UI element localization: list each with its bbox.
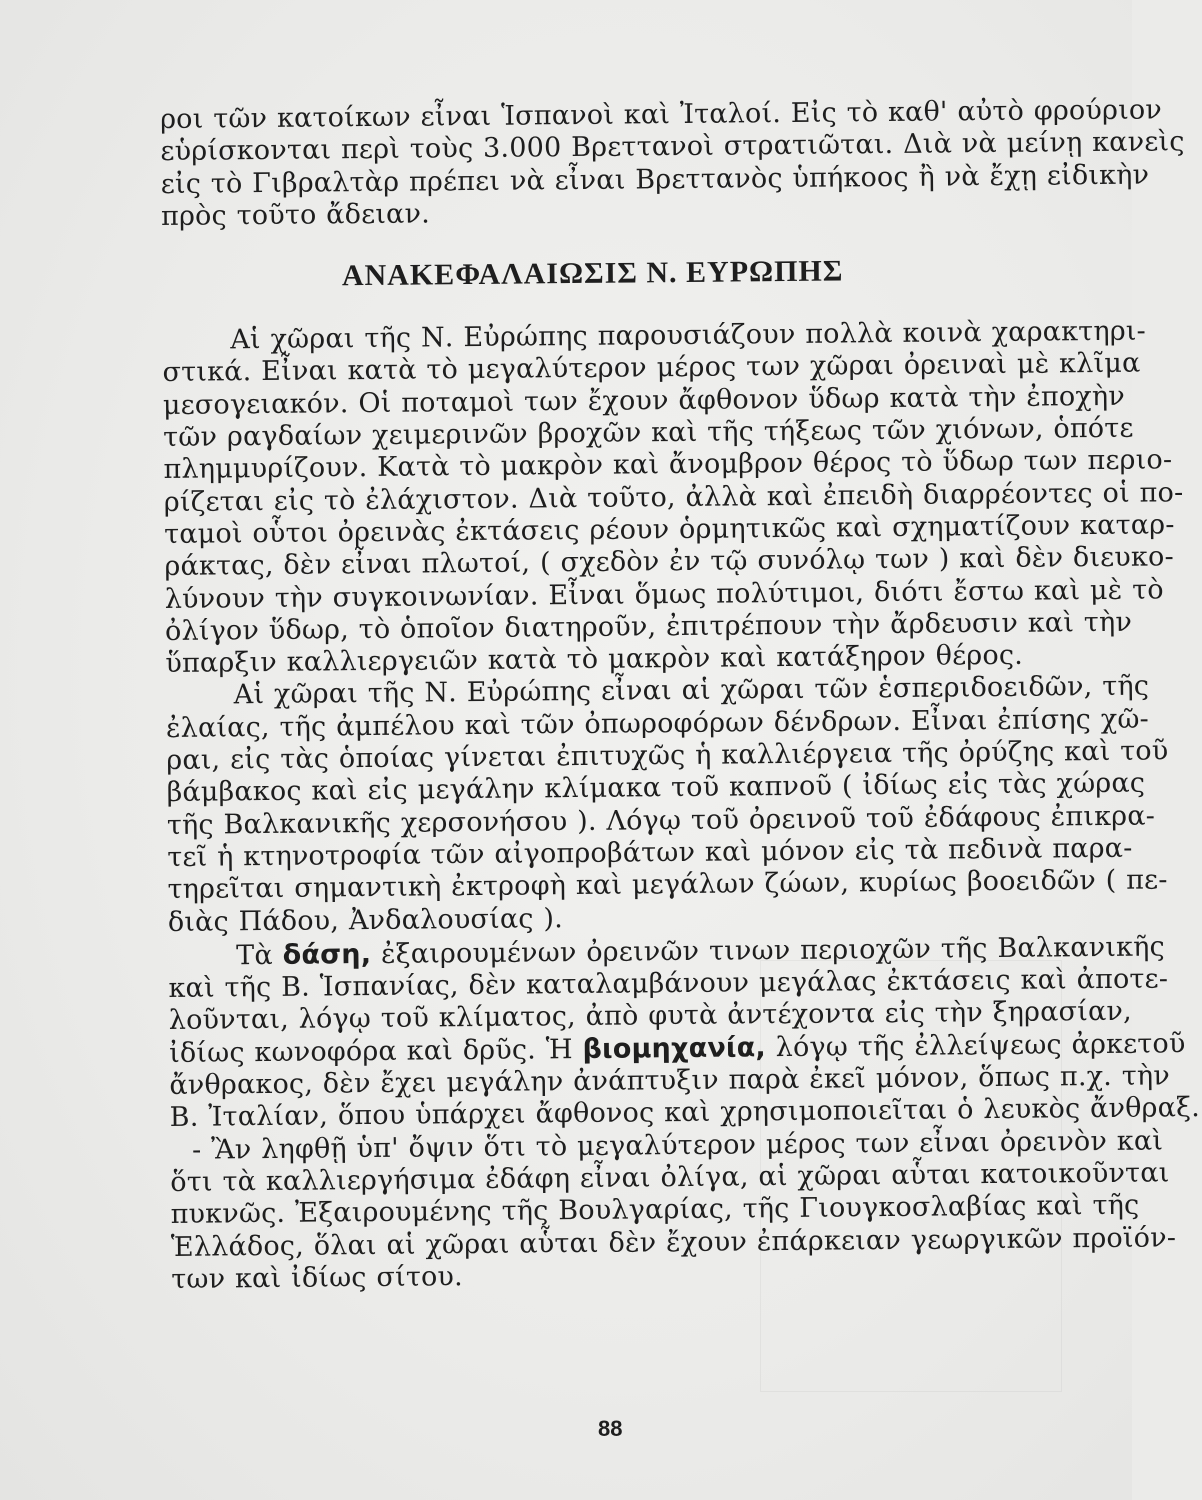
text-block [160, 94, 1201, 1296]
text-line: Αἱ χῶραι τῆς Ν. Εὐρώπης εἶναι αἱ χῶραι τῶν ἑσπεριδοειδῶν, τῆς [233, 670, 1150, 711]
text-line: τῶν ραγδαίων χειμερινῶν βροχῶν καὶ τῆς τήξεως τῶν χιόνων, ὁπότε [163, 412, 1134, 454]
text-line: εἰς τὸ Γιβραλτὰρ πρέπει νὰ εἶναι Βρεττανὸς ὑπήκοος ἢ νὰ ἔχῃ εἰδικὴν [160, 159, 1150, 200]
text-line: Αἱ χῶραι τῆς Ν. Εὐρώπης παρουσιάζουν πολλὰ κοινὰ χαρακτηρι- [230, 315, 1147, 356]
paragraph-forests-industry [168, 931, 1201, 1135]
text-line: τῆς Βαλκανικῆς χερσονήσου ). Λόγῳ τοῦ ὀρεινοῦ τοῦ ἐδάφους ἐπικρα- [166, 800, 1156, 841]
text-run: ἐξαιρουμένων ὀρεινῶν τινων περιοχῶν τῆς Βαλκανικῆς [371, 931, 1165, 970]
text-line: Β. Ἰταλίαν, ὅπου ὑπάρχει ἄφθονος καὶ χρησιμοποιεῖται ὁ λευκὸς ἄνθραξ. [169, 1092, 1201, 1134]
text-line: στικά. Εἶναι κατὰ τὸ μεγαλύτερον μέρος των χῶραι ὀρειναὶ μὲ κλῖμα [162, 348, 1141, 389]
text-run: λόγῳ τῆς ἐλλείψεως ἀρκετοῦ [765, 1027, 1186, 1063]
text-line: ὀλίγον ὕδωρ, τὸ ὁποῖον διατηροῦν, ἐπιτρέπουν τὴν ἄρδευσιν καὶ τὴν [164, 606, 1133, 647]
text-run: ἰδίως κωνοφόρα καὶ δρῦς. Ἡ [168, 1033, 583, 1069]
text-line: τηρεῖται σημαντικὴ ἐκτροφὴ καὶ μεγάλων ζώων, κυρίως βοοειδῶν ( πε- [167, 864, 1168, 906]
text-line: ἄνθρακος, δὲν ἔχει μεγάλην ἀνάπτυξιν παρὰ ἐκεῖ μόνον, ὅπως π.χ. τὴν [169, 1060, 1171, 1101]
text-line: ταμοὶ οὗτοι ὀρεινὰς ἐκτάσεις ρέουν ὁρμητικῶς καὶ σχηματίζουν καταρ- [163, 509, 1175, 550]
text-line: καὶ τῆς Β. Ἱσπανίας, δὲν καταλαμβάνουν μεγάλας ἐκτάσεις καὶ ἀποτε- [168, 963, 1169, 1005]
text-line: των καὶ ἰδίως σίτου. [171, 1260, 464, 1295]
text-line: ἐλαίας, τῆς ἀμπέλου καὶ τῶν ὀπωροφόρων δένδρων. Εἶναι ἐπίσης χῶ- [165, 703, 1150, 744]
text-line: τεῖ ἡ κτηνοτροφία τῶν αἰγοπροβάτων καὶ μόνον εἰς τὰ πεδινὰ παρα- [167, 832, 1133, 873]
text-line: ράκτας, δὲν εἶναι πλωτοί, ( σχεδὸν ἐν τῷ συνόλῳ των ) καὶ δὲν διευκο- [164, 541, 1174, 583]
intro-paragraph [160, 94, 1185, 233]
text-line: πλημμυρίζουν. Κατὰ τὸ μακρὸν καὶ ἄνομβρον θέρος τὸ ὕδωρ των περιο- [163, 444, 1173, 486]
text-line: πυκνῶς. Ἐξαιρουμένης τῆς Βουλγαρίας, τῆς Γιουγκοσλαβίας καὶ τῆς [170, 1189, 1140, 1231]
paragraph-rivers [162, 315, 1184, 681]
paragraph-agriculture [165, 670, 1169, 939]
text-line: - Ἂν ληφθῇ ὑπ' ὄψιν ὅτι τὸ μεγαλύτερον μέρος των εἶναι ὀρεινὸν καὶ [191, 1125, 1164, 1166]
text-line: ὕπαρξιν καλλιεργειῶν κατὰ τὸ μακρὸν καὶ κατάξηρον θέρος. [165, 639, 1024, 680]
bold-term-industry: βιομηχανία, [582, 1031, 767, 1065]
text-line: βάμβακος καὶ εἰς μεγάλην κλίμακα τοῦ καπνοῦ ( ἰδίως εἰς τὰς χώρας [166, 767, 1146, 809]
text-line: λύνουν τὴν συγκοινωνίαν. Εἶναι ὅμως πολύτιμοι, διότι ἔστω καὶ μὲ τὸ [164, 573, 1164, 615]
page-number: 88 [598, 1416, 623, 1441]
text-line: ροι τῶν κατοίκων εἶναι Ἱσπανοὶ καὶ Ἰταλοί. Εἰς τὸ καθ' αὐτὸ φρούριον [160, 94, 1163, 135]
text-line: λοῦνται, λόγῳ τοῦ κλίματος, ἀπὸ φυτὰ ἀντέχοντα εἰς τὴν ξηρασίαν, [168, 996, 1132, 1037]
section-heading: ΑΝΑΚΕΦΑΛΑΙΩΣΙΣ Ν. ΕΥΡΩΠΗΣ [341, 254, 844, 293]
text-line: ρίζεται εἰς τὸ ἐλάχιστον. Διὰ τοῦτο, ἀλλὰ καὶ ἐπειδὴ διαρρέοντες οἱ πο- [163, 476, 1184, 518]
text-line: διὰς Πάδου, Ἀνδαλουσίας ). [167, 902, 564, 938]
text-line: εὑρίσκονται περὶ τοὺς 3.000 Βρεττανοὶ στρατιῶται. Διὰ νὰ μείνῃ κανεὶς [160, 126, 1185, 168]
text-line: ραι, εἰς τὰς ὁποίας γίνεται ἐπιτυχῶς ἡ καλλιέργεια τῆς ὀρύζης καὶ τοῦ [166, 735, 1169, 777]
text-line: πρὸς τοῦτο ἄδειαν. [160, 198, 431, 232]
text-run: Τὰ [236, 939, 283, 972]
text-line: ὅτι τὰ καλλιεργήσιμα ἐδάφη εἶναι ὀλίγα, αἱ χῶραι αὗται κατοικοῦνται [170, 1157, 1170, 1198]
text-line: Ἑλλάδος, ὅλαι αἱ χῶραι αὗται δὲν ἔχουν ἐπάρκειαν γεωργικῶν προϊόν- [170, 1221, 1177, 1263]
text-line: μεσογειακόν. Οἱ ποταμοὶ των ἔχουν ἄφθονον ὕδωρ κατὰ τὴν ἐποχὴν [162, 380, 1126, 421]
paragraph-population [170, 1125, 1177, 1296]
bold-term-forests: δάση, [282, 938, 372, 971]
